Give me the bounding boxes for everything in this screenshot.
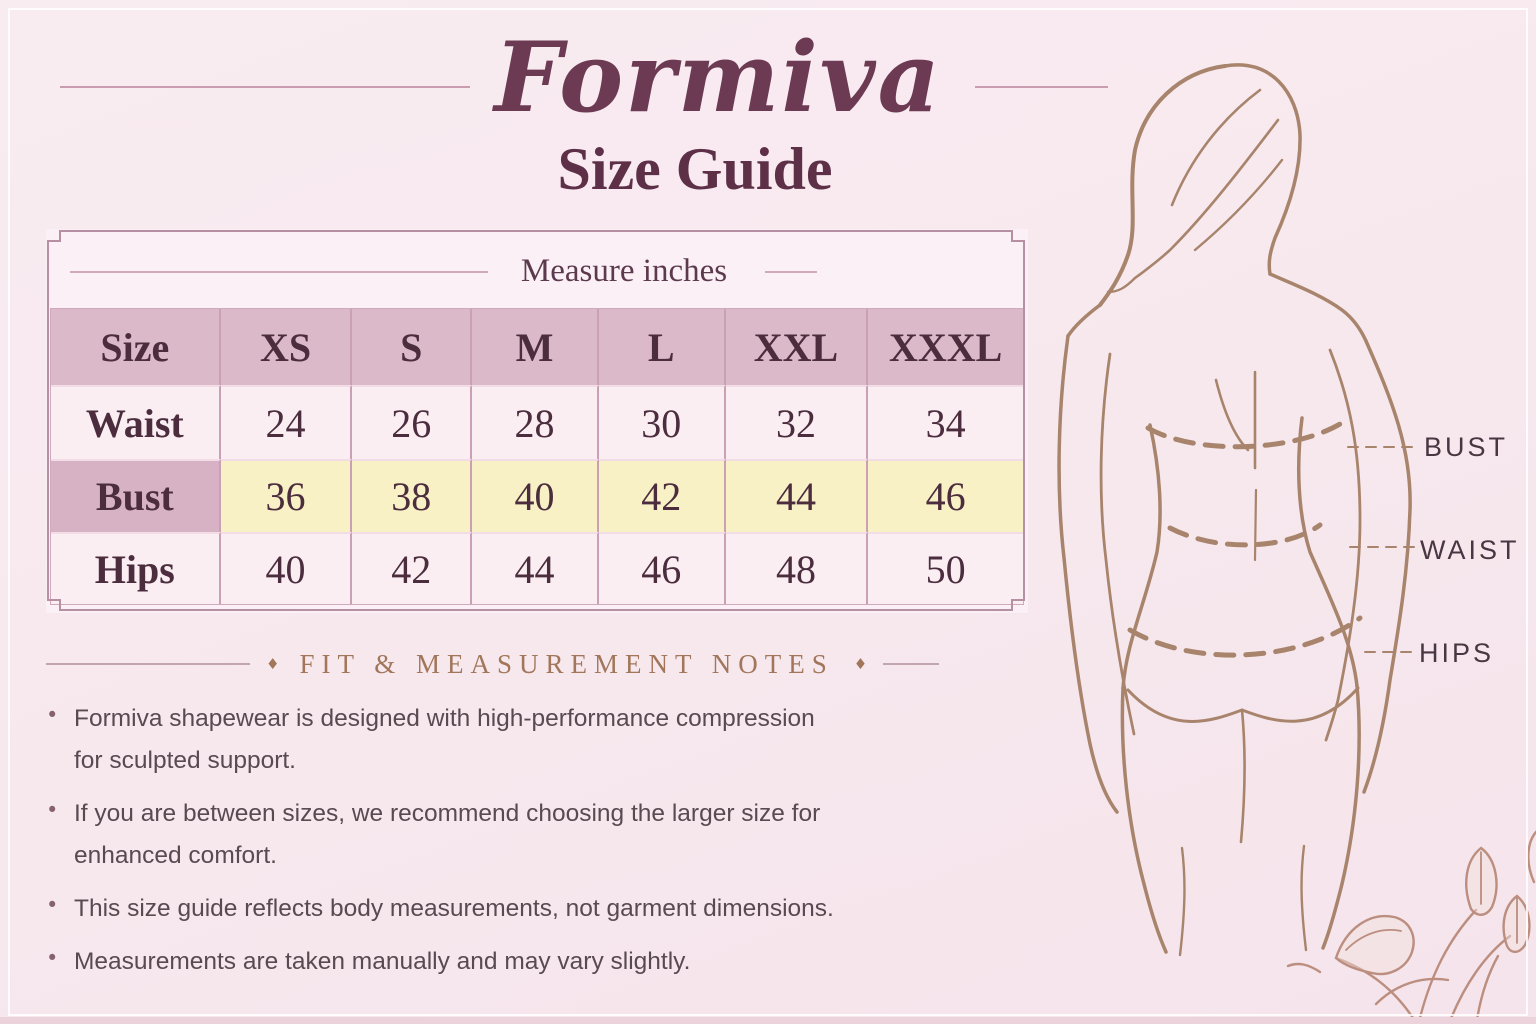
hips-xxl: 48 (726, 532, 869, 604)
list-item (46, 941, 1006, 983)
bust-s: 38 (352, 459, 472, 533)
row-label-hips: Hips (51, 532, 221, 604)
bust-m: 40 (472, 459, 599, 533)
note-text: Formiva shapewear is designed with high-performance compression (74, 705, 815, 732)
column-header-s: S (352, 309, 472, 385)
bullet-icon: • (46, 703, 59, 727)
waist-l: 30 (599, 385, 726, 459)
hips-l: 46 (599, 532, 726, 604)
column-header-xxl: XXL (726, 309, 869, 385)
waist-xs: 24 (221, 385, 353, 459)
notes-divider-left (46, 663, 250, 665)
bust-label: BUST (1424, 432, 1509, 462)
hips-m: 44 (472, 532, 599, 604)
size-grid (50, 308, 1024, 605)
row-label-waist: Waist (51, 385, 221, 459)
page-title: Size Guide (557, 136, 833, 202)
table-caption-row (46, 229, 1028, 308)
notes-heading-row (46, 646, 1006, 682)
bullet-icon: • (46, 946, 59, 970)
bust-xxl: 44 (726, 459, 869, 533)
bust-l: 42 (599, 459, 726, 533)
waist-s: 26 (352, 385, 472, 459)
bust-xs: 36 (221, 459, 353, 533)
column-header-l: L (599, 309, 726, 385)
note-text: enhanced comfort. (74, 842, 277, 869)
row-label-bust: Bust (51, 459, 221, 533)
bust-xxxl: 46 (868, 459, 1023, 533)
note-text: for sculpted support. (74, 747, 296, 774)
waist-m: 28 (472, 385, 599, 459)
brand-title: Formiva (494, 21, 942, 134)
caption-divider-left (70, 271, 488, 273)
column-header-xxxl: XXXL (868, 309, 1023, 385)
list-item (46, 698, 1006, 782)
bullet-icon: • (46, 893, 59, 917)
waist-xxxl: 34 (868, 385, 1023, 459)
waist-xxl: 32 (726, 385, 869, 459)
size-table (46, 229, 1028, 613)
hips-xxxl: 50 (868, 532, 1023, 604)
hips-label: HIPS (1419, 638, 1495, 668)
note-text: This size guide reflects body measurements, not garment dimensions. (74, 895, 834, 922)
notes-heading: FIT & MEASUREMENT NOTES (299, 648, 834, 679)
column-header-size: Size (51, 309, 221, 385)
list-item (46, 888, 1006, 930)
waist-label: WAIST (1420, 535, 1520, 565)
note-text: Measurements are taken manually and may vary slightly. (74, 948, 691, 975)
column-header-xs: XS (221, 309, 353, 385)
bottom-edge (0, 1017, 1536, 1024)
table-caption: Measure inches (507, 251, 741, 291)
hips-xs: 40 (221, 532, 353, 604)
diamond-icon: ♦ (266, 655, 280, 673)
hips-s: 42 (352, 532, 472, 604)
column-header-m: M (472, 309, 599, 385)
diamond-icon: ♦ (853, 655, 868, 673)
bullet-icon: • (46, 798, 59, 822)
notes-list (46, 698, 1006, 994)
note-text: If you are between sizes, we recommend choosing the larger size for (74, 800, 821, 827)
list-item (46, 793, 1006, 877)
caption-divider-right (765, 271, 817, 273)
notes-divider-right (883, 663, 939, 665)
flower-decoration (1288, 830, 1536, 1024)
